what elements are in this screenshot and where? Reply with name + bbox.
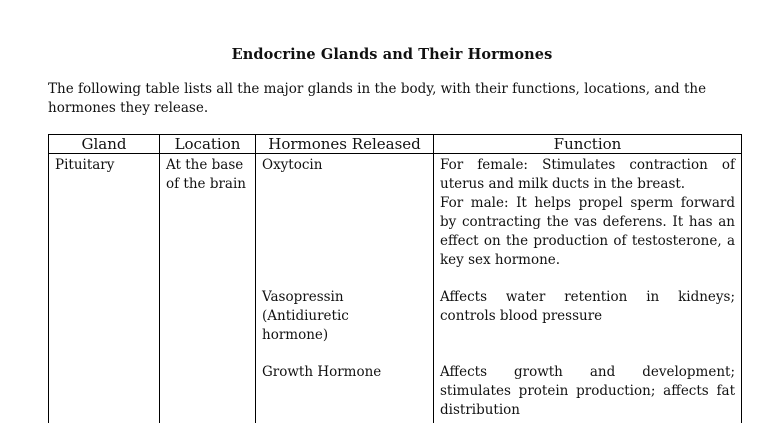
gland-location: At the base of the brain [166, 157, 246, 192]
cell-location [160, 154, 256, 424]
gland-name: Pituitary [55, 157, 115, 173]
cell-hormones [256, 154, 434, 424]
function-text: Affects water retention in kidneys; controls blood pressure [440, 289, 735, 324]
spacer [262, 270, 428, 288]
intro-paragraph: The following table lists all the major glands in the body, with their functions, locations, and the hormones they release. [48, 81, 707, 116]
hormone-name: Growth Hormone [262, 364, 382, 380]
hormone-name: Oxytocin [262, 157, 323, 173]
table-row [49, 154, 742, 424]
hormones-table [48, 134, 742, 423]
spacer [262, 345, 428, 363]
header-location: Location [160, 135, 256, 154]
function-text: Affects growth and development; stimulates protein production; affects fat distribution [440, 364, 735, 418]
function-text: For female: Stimulates contraction of uterus and milk ducts in the breast. [440, 157, 735, 192]
header-hormones: Hormones Released [256, 135, 434, 154]
hormone-name: Vasopressin (Antidiuretic hormone) [262, 289, 349, 343]
cell-function [434, 154, 742, 424]
function-text: For male: It helps propel sperm forward by contracting the vas deferens. It has an effect on the production of testosterone, a key sex hormone. [440, 195, 735, 268]
header-function: Function [434, 135, 742, 154]
document-title: Endocrine Glands and Their Hormones [231, 46, 553, 63]
header-gland: Gland [49, 135, 160, 154]
cell-gland [49, 154, 160, 424]
spacer [440, 270, 735, 288]
spacer [440, 345, 735, 363]
table-header-row [49, 135, 742, 154]
